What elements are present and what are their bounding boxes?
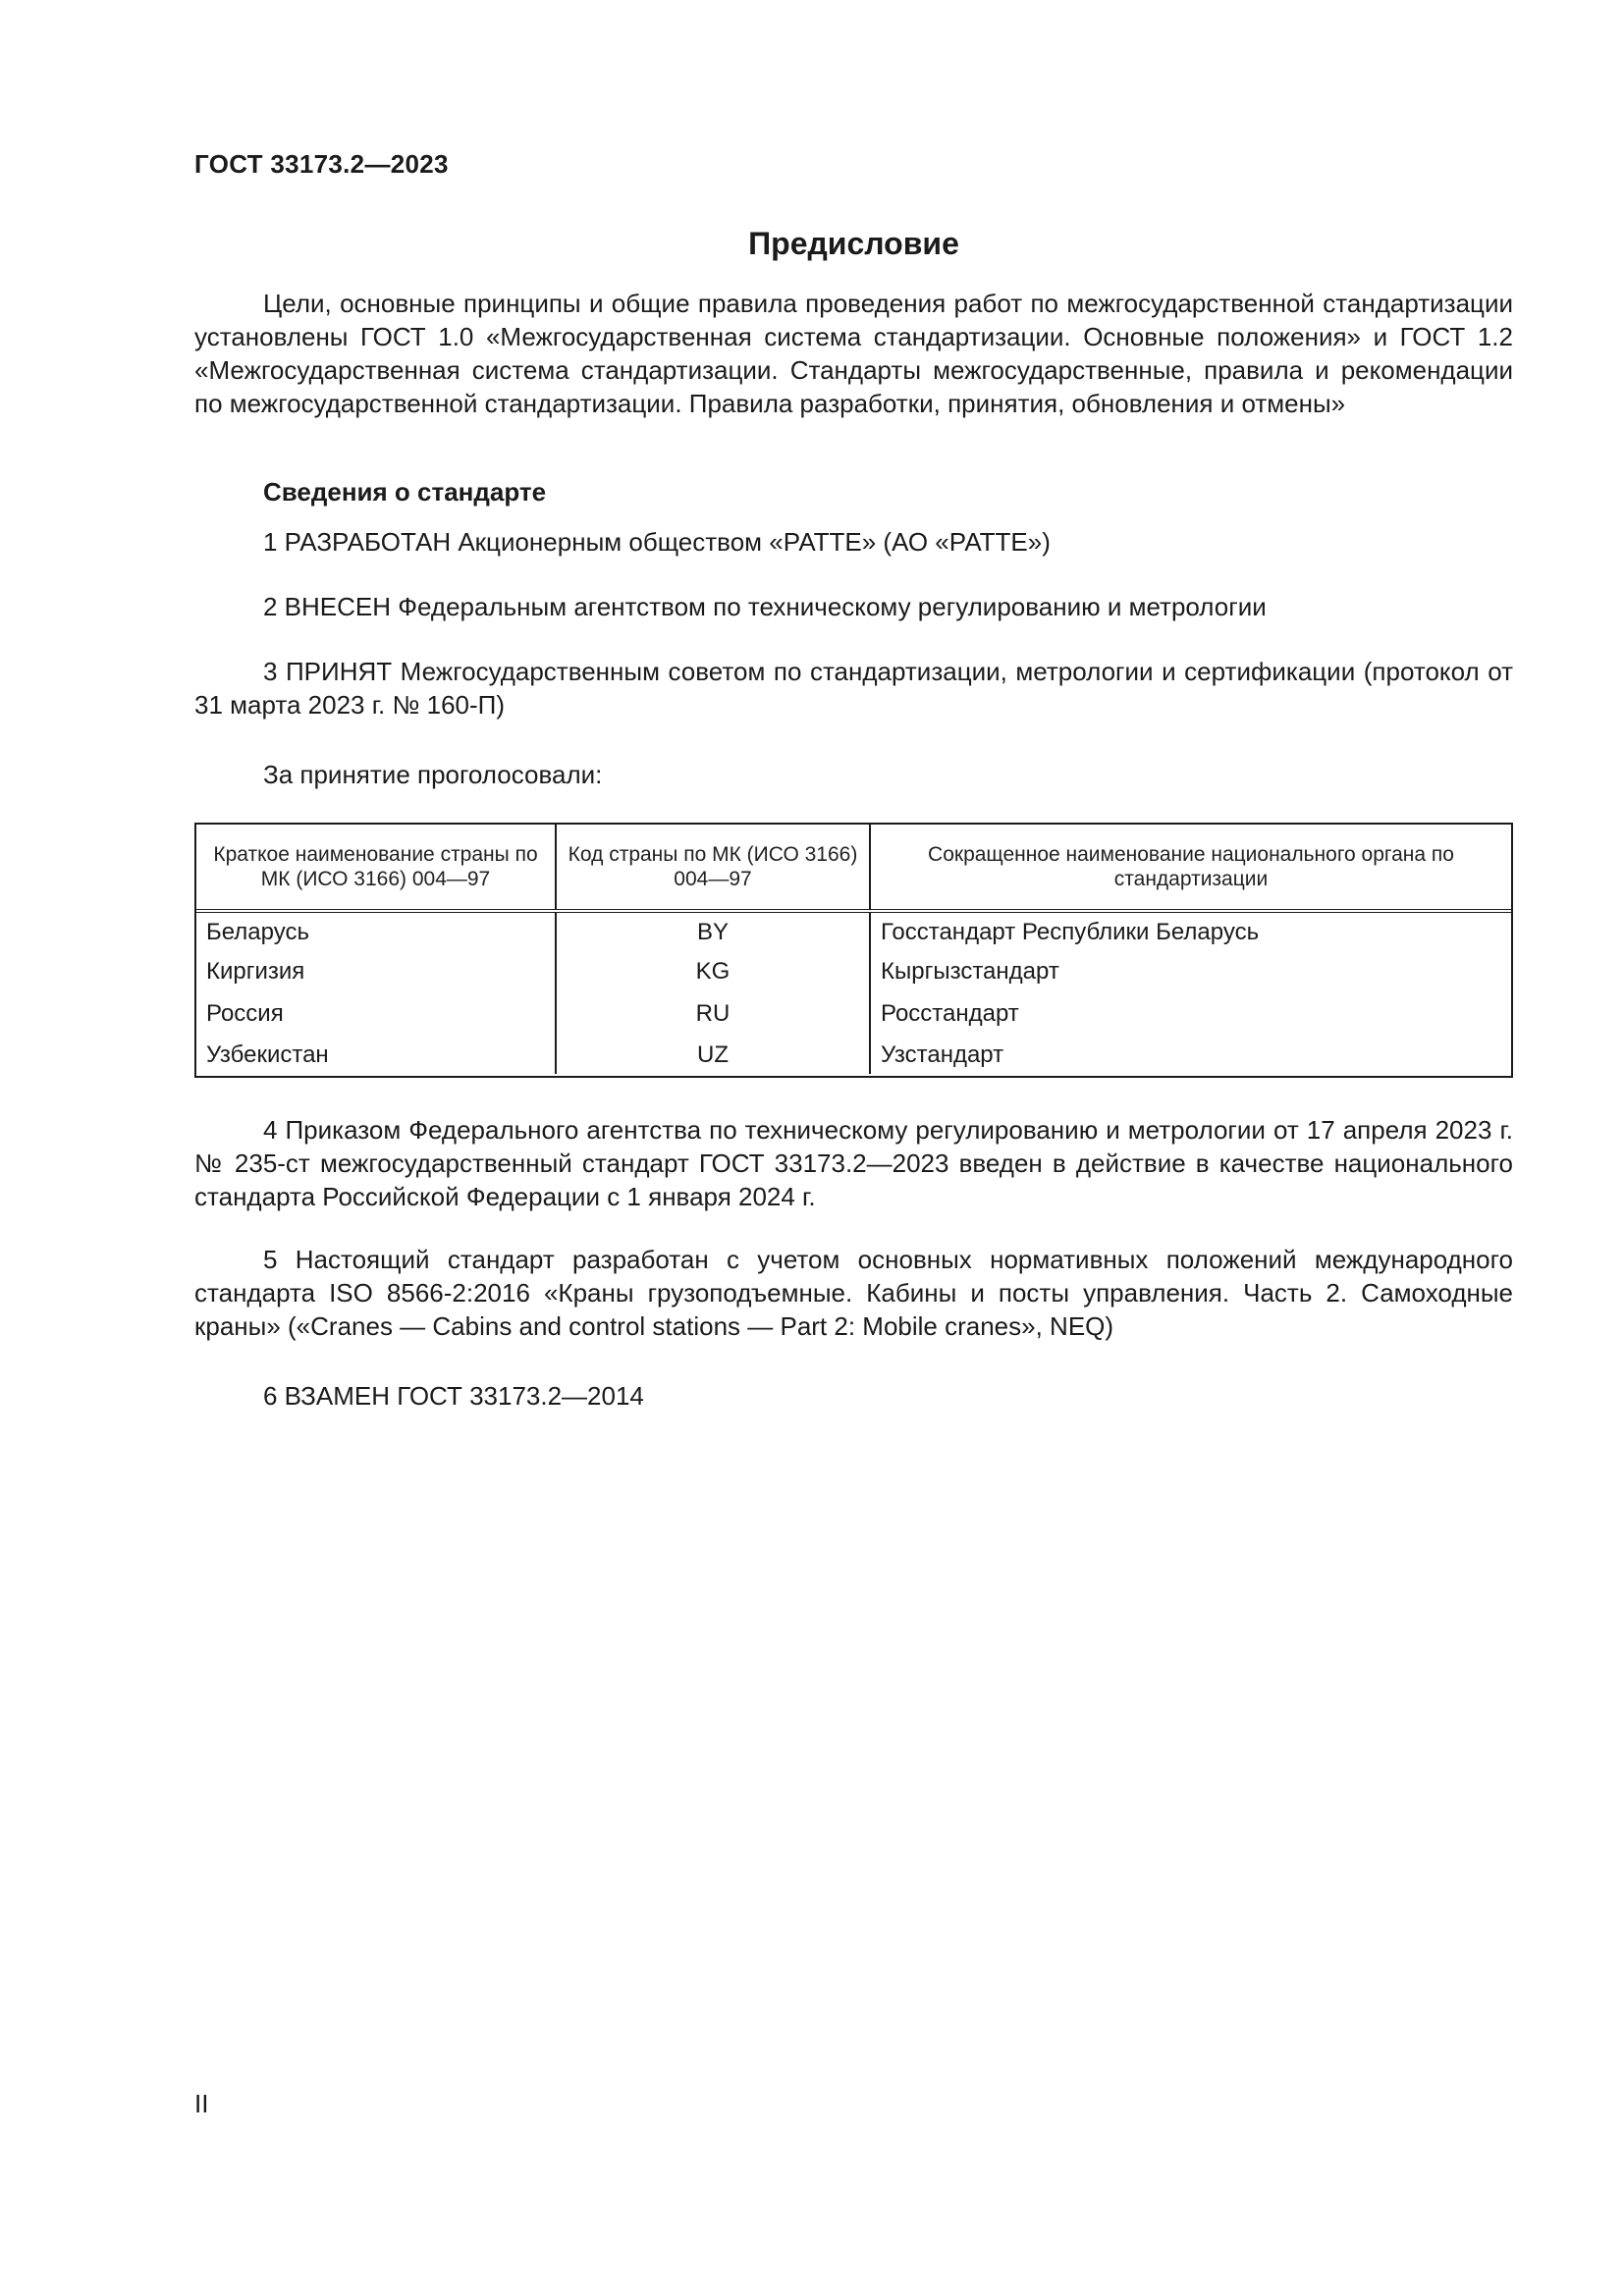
voted-label: За принятие проголосовали: [263, 760, 603, 789]
document-code: ГОСТ 33173.2—2023 [194, 149, 449, 179]
table-row [196, 952, 1511, 991]
header-country: Краткое наименование страны по МК (ИСО 3166) 004—97 [196, 825, 556, 911]
table-row [196, 911, 1511, 952]
item-6: 6 ВЗАМЕН ГОСТ 33173.2—2014 [263, 1381, 644, 1411]
cell-national-body: Кыргызстандарт [881, 958, 1059, 985]
item-3: 3 ПРИНЯТ Межгосударственным советом по стандартизации, метрологии и сертификации (протокол от 31 марта 2023 г. № 160-П) [194, 657, 1513, 720]
item-4: 4 Приказом Федерального агентства по техническому регулированию и метрологии от 17 апреля 2023 г. № 235-ст межгосударственный стандарт ГОСТ 33173.2—2023 введен в действие в качестве национального стандарта Российской Федерации с 1 января 2024 г. [194, 1115, 1513, 1211]
cell-national-body: Госстандарт Республики Беларусь [881, 919, 1260, 945]
item-1: 1 РАЗРАБОТАН Акционерным обществом «РАТТЕ» (АО «РАТТЕ») [263, 527, 1051, 557]
cell-country: Узбекистан [196, 1037, 556, 1074]
page-title: Предисловие [748, 226, 959, 261]
cell-country: Беларусь [196, 911, 556, 952]
cell-code: RU [556, 991, 870, 1037]
page-number: II [194, 2089, 209, 2118]
table-row [196, 991, 1511, 1037]
table-header-row [196, 825, 1511, 911]
standard-info-heading: Сведения о стандарте [263, 477, 547, 507]
cell-code: UZ [556, 1037, 870, 1074]
header-code: Код страны по МК (ИСО 3166) 004—97 [556, 825, 870, 911]
cell-code: BY [556, 911, 870, 952]
header-national-body: Сокращенное наименование национального органа по стандартизации [870, 825, 1511, 911]
intro-paragraph: Цели, основные принципы и общие правила проведения работ по межгосударственной стандартизации установлены ГОСТ 1.0 «Межгосударственная система стандартизации. Основные положения» и ГОСТ 1.2 «Межгосударственная система стандартизации. Стандарты межгосударственные, правила и рекомендации по межгосударственной стандартизации. Правила разработки, принятия, обновления и отмены» [194, 289, 1513, 418]
voting-table [194, 823, 1513, 1078]
cell-national-body: Росстандарт [881, 1000, 1019, 1027]
item-2: 2 ВНЕСЕН Федеральным агентством по техническому регулированию и метрологии [263, 592, 1267, 621]
cell-code: KG [556, 952, 870, 991]
cell-country: Киргизия [196, 952, 556, 991]
table-row [196, 1037, 1511, 1074]
item-5: 5 Настоящий стандарт разработан с учетом основных нормативных положений международного стандарта ISO 8566-2:2016 «Краны грузоподъемные. Кабины и посты управления. Часть 2. Самоходные краны» («Cranes — Cabins and control stations — Part 2: Mobile cranes», NEQ) [194, 1245, 1513, 1341]
cell-country: Россия [196, 991, 556, 1037]
cell-national-body: Узстандарт [881, 1041, 1004, 1068]
